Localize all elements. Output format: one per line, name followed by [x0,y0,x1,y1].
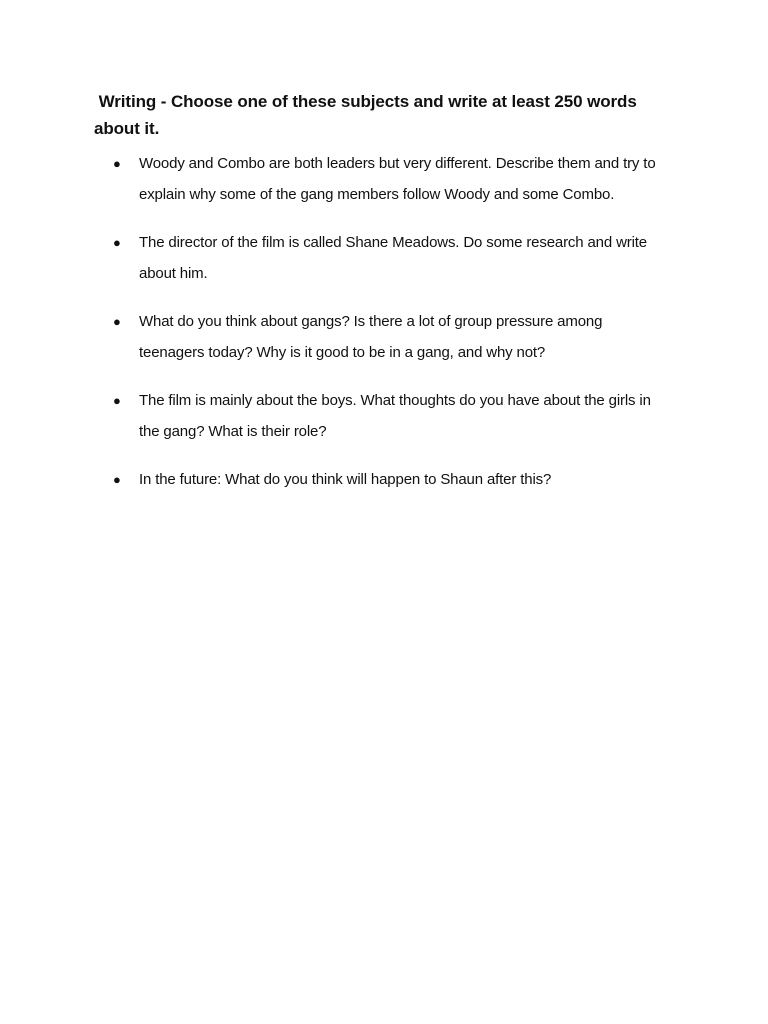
writing-subjects-list [110,148,670,512]
bullet-icon: ● [113,235,121,250]
list-item [110,148,670,210]
bullet-icon: ● [113,472,121,487]
bullet-icon: ● [113,314,121,329]
bullet-icon: ● [113,156,121,171]
list-item-text: The director of the film is called Shane Meadows. Do some research and write about him. [139,234,648,282]
list-item [110,227,670,289]
assignment-heading: Writing - Choose one of these subjects and write at least 250 words about it. [94,92,642,138]
list-item-text: The film is mainly about the boys. What thoughts do you have about the girls in the gang? What is their role? [139,392,651,440]
list-item-text: In the future: What do you think will happen to Shaun after this? [139,471,552,488]
list-item-text: Woody and Combo are both leaders but very different. Describe them and try to explain why some of the gang members follow Woody and some Combo. [139,155,656,203]
list-item-text: What do you think about gangs? Is there a lot of group pressure among teenagers today? Why is it good to be in a gang, and why not? [139,313,603,361]
list-item [110,306,670,368]
list-item [110,385,670,447]
bullet-icon: ● [113,393,121,408]
list-item [110,464,670,495]
